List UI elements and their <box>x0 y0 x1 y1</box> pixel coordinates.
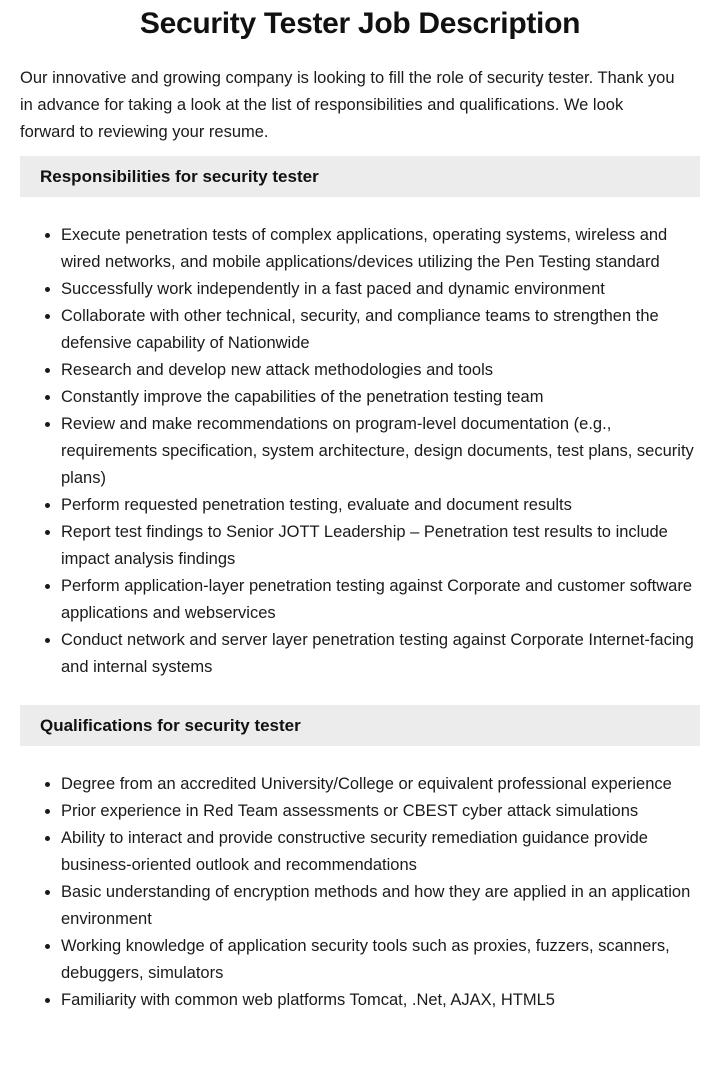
list-item: Execute penetration tests of complex applications, operating systems, wireless and wired networks, and mobile applications/devices utilizing the Pen Testing standard <box>61 222 700 276</box>
list-item: Working knowledge of application security tools such as proxies, fuzzers, scanners, debuggers, simulators <box>61 933 700 987</box>
intro-paragraph: Our innovative and growing company is looking to fill the role of security tester. Thank you in advance for taking a look at the list of responsibilities and qualifications. We look forward to reviewing your resume. <box>20 69 675 141</box>
section-heading: Responsibilities for security tester <box>40 167 319 186</box>
job-section <box>20 156 700 681</box>
list-item: Successfully work independently in a fast paced and dynamic environment <box>61 276 700 303</box>
job-section <box>20 705 700 1014</box>
list-item: Constantly improve the capabilities of the penetration testing team <box>61 384 700 411</box>
page-title: Security Tester Job Description <box>139 7 581 40</box>
section-item-list <box>20 222 700 681</box>
list-item: Basic understanding of encryption methods and how they are applied in an application environment <box>61 879 700 933</box>
list-item: Ability to interact and provide constructive security remediation guidance provide business-oriented outlook and recommendations <box>61 825 700 879</box>
list-item: Collaborate with other technical, security, and compliance teams to strengthen the defensive capability of Nationwide <box>61 303 700 357</box>
list-item: Review and make recommendations on program-level documentation (e.g., requirements specification, system architecture, design documents, test plans, security plans) <box>61 411 700 492</box>
section-heading-bar <box>20 156 700 197</box>
list-item: Familiarity with common web platforms Tomcat, .Net, AJAX, HTML5 <box>61 987 700 1014</box>
section-heading: Qualifications for security tester <box>40 716 301 735</box>
list-item: Research and develop new attack methodologies and tools <box>61 357 700 384</box>
sections-container <box>20 156 700 1014</box>
list-item: Perform application-layer penetration testing against Corporate and customer software applications and webservices <box>61 573 700 627</box>
section-heading-bar <box>20 705 700 746</box>
list-item: Perform requested penetration testing, evaluate and document results <box>61 492 700 519</box>
section-item-list <box>20 771 700 1014</box>
list-item: Prior experience in Red Team assessments or CBEST cyber attack simulations <box>61 798 700 825</box>
job-description-document <box>20 0 700 1014</box>
list-item: Report test findings to Senior JOTT Leadership – Penetration test results to include impact analysis findings <box>61 519 700 573</box>
list-item: Degree from an accredited University/College or equivalent professional experience <box>61 771 700 798</box>
list-item: Conduct network and server layer penetration testing against Corporate Internet-facing and internal systems <box>61 627 700 681</box>
